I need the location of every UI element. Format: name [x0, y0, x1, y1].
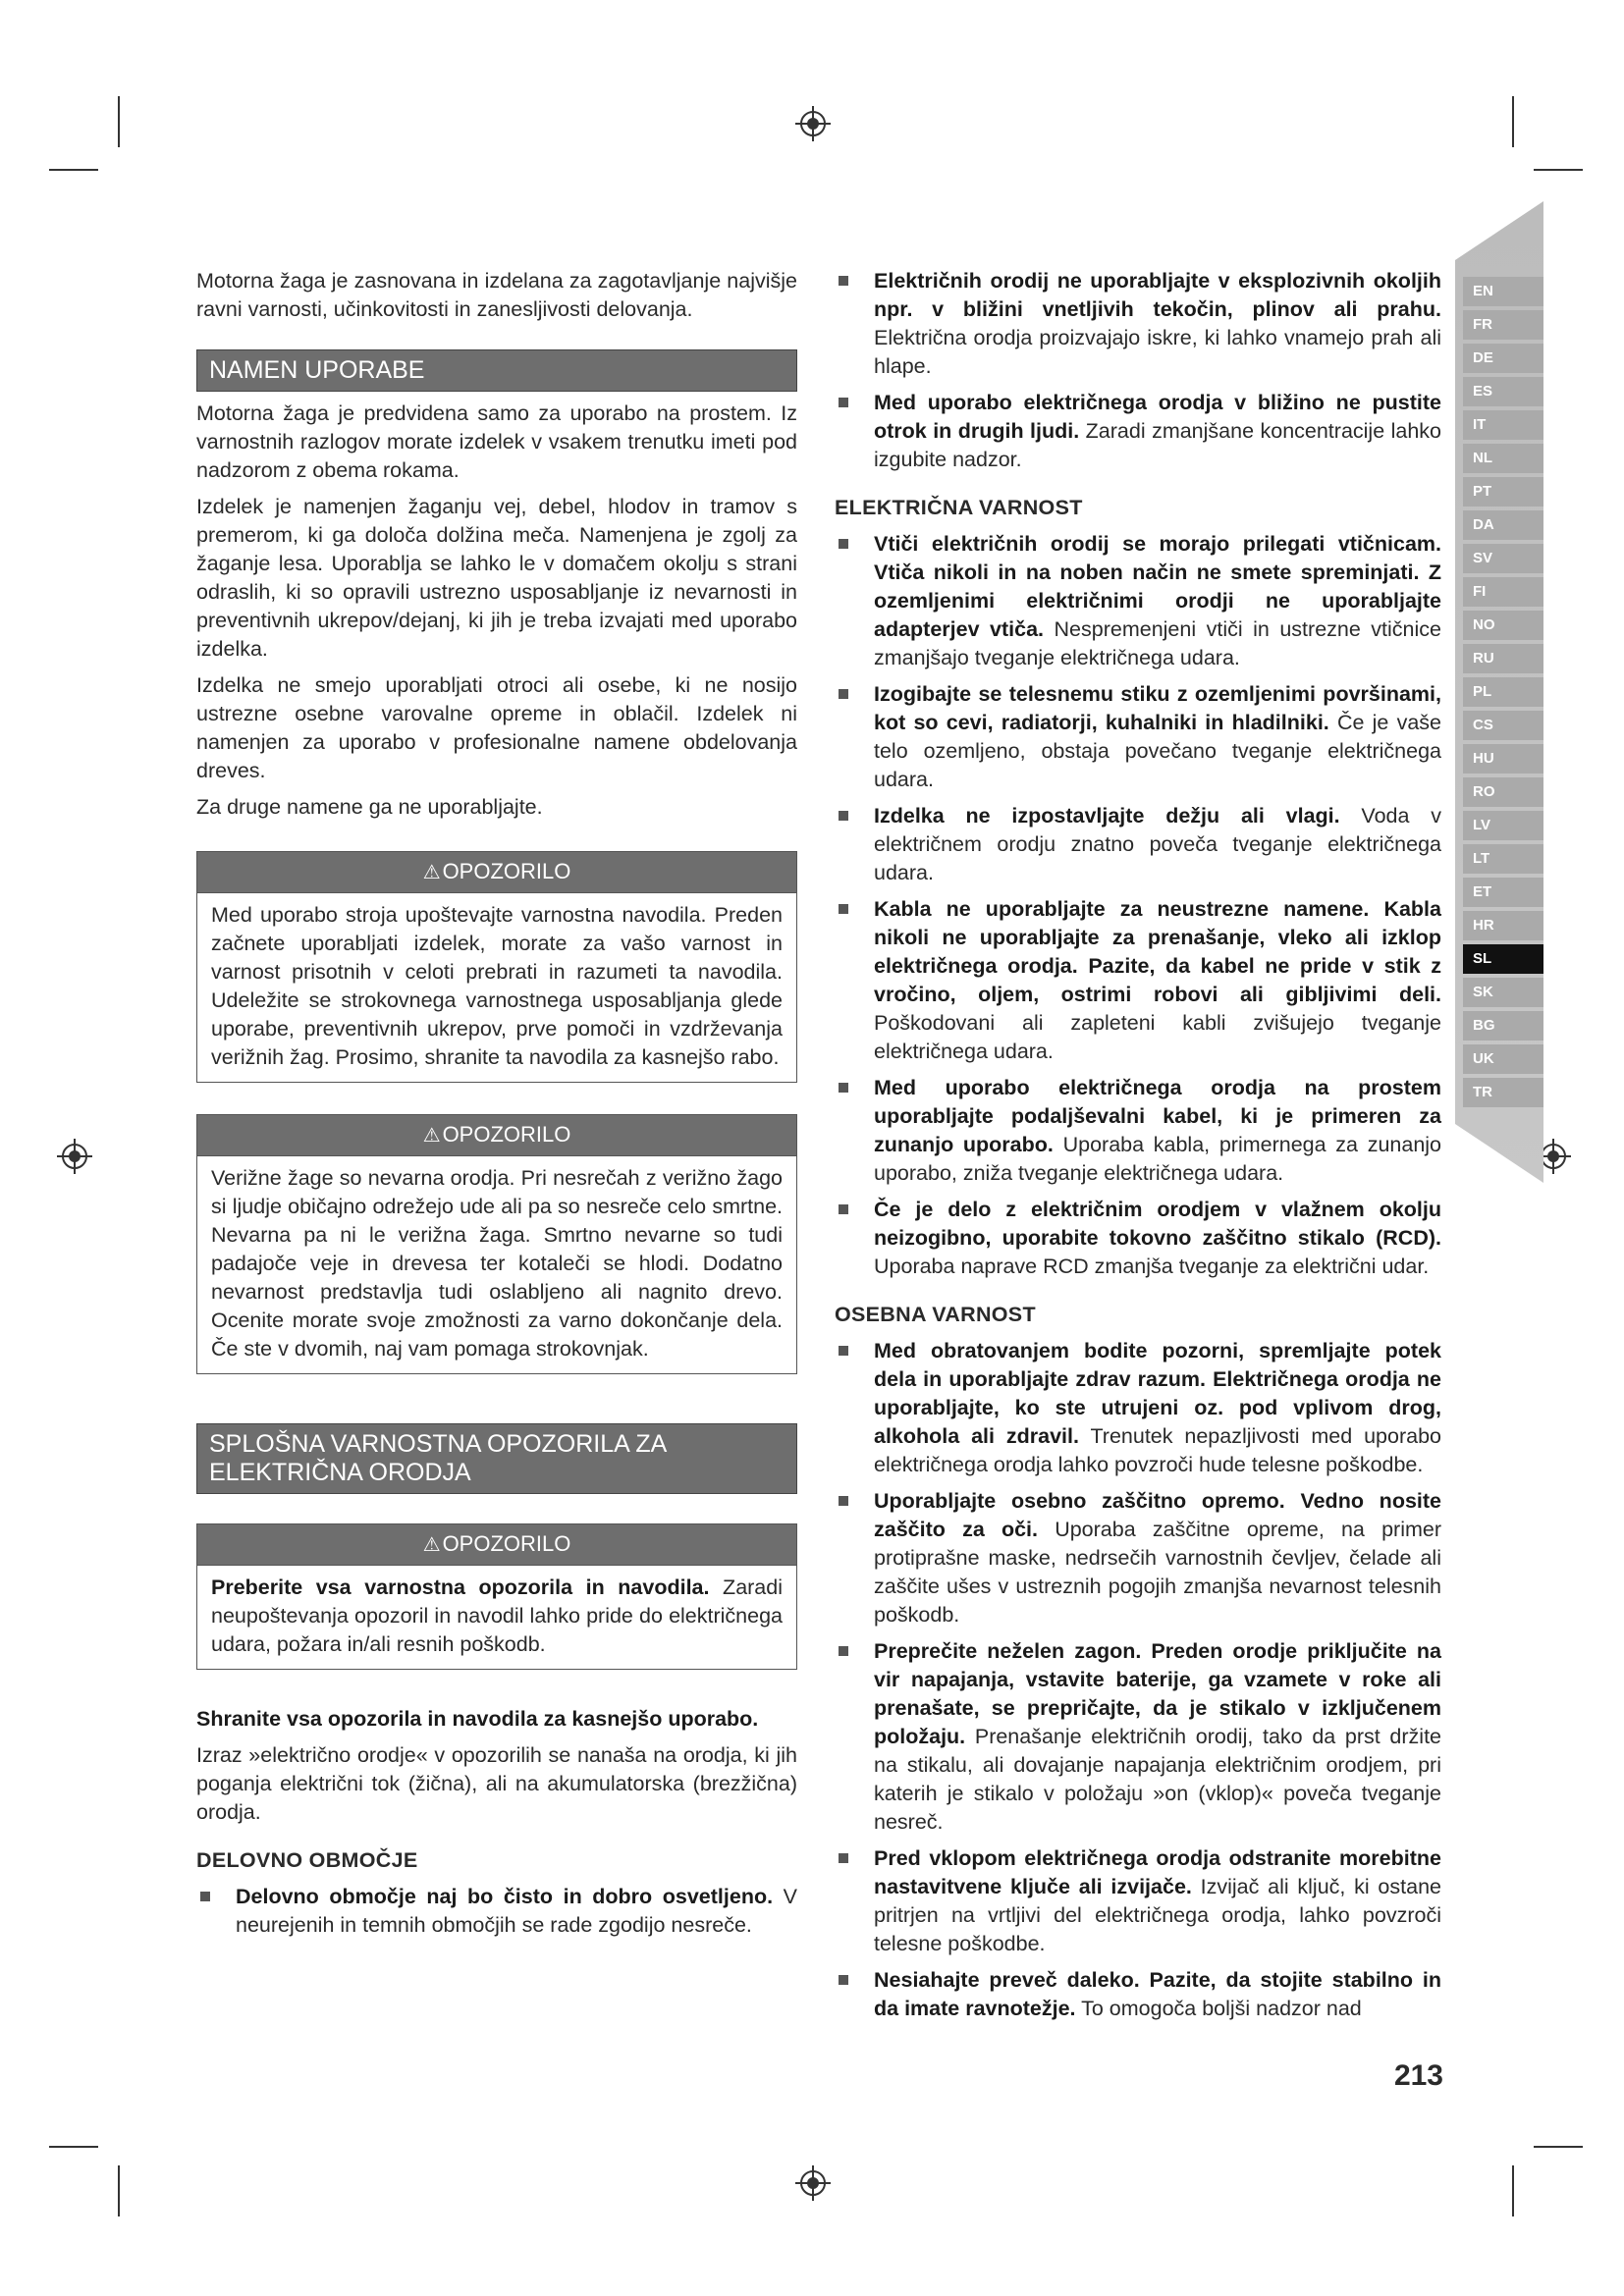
- bullet-list: [835, 530, 1441, 1281]
- bullet-icon: [839, 1083, 848, 1093]
- crop-mark: [1512, 96, 1514, 147]
- list-item: [835, 1637, 1441, 1837]
- bullet-icon: [839, 1853, 848, 1863]
- crop-mark: [118, 96, 120, 147]
- bullet-icon: [839, 1975, 848, 1985]
- intro-paragraph: Motorna žaga je zasnovana in izdelana za zagotavljanje najvišje ravni varnosti, učinkovitosti in zanesljivosti delovanja.: [196, 269, 797, 321]
- bullet-bold: Nesiahajte preveč daleko. Pazite, da stojite stabilno in da imate ravnotežje.: [874, 1968, 1441, 2020]
- list-item: [835, 680, 1441, 794]
- lang-tab-sk: SK: [1463, 978, 1543, 1007]
- bullet-icon: [839, 689, 848, 699]
- lang-tab-et: ET: [1463, 878, 1543, 907]
- left-column: [196, 267, 797, 1948]
- warning-title-text: OPOZORILO: [442, 1531, 571, 1556]
- bullet-bold: Med obratovanjem bodite pozorni, spremljajte potek dela in uporabljajte zdrav razum. Električnega orodja ne uporabljajte, ko ste utrujeni oz. pod vplivom drog, alkohola ali zdravil.: [874, 1339, 1441, 1448]
- bullet-text: To omogoča boljši nadzor nad: [1075, 1997, 1362, 2020]
- bullet-icon: [839, 1204, 848, 1214]
- section-header-splosna: SPLOŠNA VARNOSTNA OPOZORILA ZA ELEKTRIČNA ORODJA: [196, 1423, 797, 1494]
- lang-tab-sv: SV: [1463, 544, 1543, 573]
- bullet-bold: Preprečite neželen zagon. Preden orodje priključite na vir napajanja, vstavite baterije, ga vzamete v roke ali prenašate, se prepričajte, da je stikalo v izključenem položaju.: [874, 1639, 1441, 1748]
- bullet-text: Uporaba zaščitne opreme, na primer protiprašne maske, nedrsečih varnostnih čevljev, čelade ali zaščite ušes v ustreznih pogojih zmanjša nevarnost telesnih poškodb.: [874, 1518, 1441, 1627]
- list-item: [835, 389, 1441, 474]
- bullet-bold: Uporabljajte osebno zaščitno opremo. Vedno nosite zaščito za oči.: [874, 1489, 1441, 1541]
- bullet-bold: Izogibajte se telesnemu stiku z ozemljenimi površinami, kot so cevi, radiatorji, kuhalniki in hladilniki.: [874, 682, 1441, 734]
- crop-mark: [49, 169, 98, 171]
- bullet-text: Če je vaše telo ozemljeno, obstaja povečano tveganje električnega udara.: [874, 711, 1441, 791]
- crop-mark: [49, 2146, 98, 2148]
- bullet-bold: Pred vklopom električnega orodja odstranite morebitne nastavitvene ključe ali izvijače.: [874, 1846, 1441, 1898]
- bullet-text: Prenašanje električnih orodij, tako da prst držite na stikalu, ali dovajanje napajanja električnim orodjem, pri katerih je stikalo v položaju »on (vklop)« poveča tveganje nesreč.: [874, 1725, 1441, 1834]
- list-item: [835, 1074, 1441, 1188]
- bullet-text: Poškodovani ali zapleteni kabli zvišujejo tveganje električnega udara.: [874, 1011, 1441, 1063]
- registration-mark-icon: [55, 1137, 94, 1176]
- bullet-text: Trenutek nepazljivosti med uporabo električnega orodja lahko povzroči hude telesne poškodbe.: [874, 1424, 1441, 1476]
- bullet-list: [835, 1337, 1441, 2023]
- warning-text: [211, 1574, 783, 1659]
- bullet-text: Električna orodja proizvajajo iskre, ki lahko vnamejo prah ali hlape.: [874, 326, 1441, 378]
- right-column: [835, 267, 1441, 2031]
- bullet-text: V neurejenih in temnih območjih se rade zgodijo nesreče.: [236, 1885, 797, 1937]
- warning-icon: ⚠: [422, 1534, 441, 1556]
- paragraph: Izraz »električno orodje« v opozorilih se nanaša na orodja, ki jih poganja električni tok (žična), ali na akumulatorska (brezžična) orodja.: [196, 1743, 797, 1824]
- bullet-bold: Delovno območje naj bo čisto in dobro osvetljeno.: [236, 1885, 774, 1908]
- bullet-text: Izvijač ali ključ, ki ostane pritrjen na vrtljivi del električnega orodja, lahko povzroči telesne poškodbe.: [874, 1875, 1441, 1955]
- list-item: [835, 1844, 1441, 1958]
- bullet-icon: [200, 1892, 210, 1901]
- section-header-namen: NAMEN UPORABE: [196, 349, 797, 392]
- bullet-text: Zaradi zmanjšane koncentracije lahko izgubite nadzor.: [874, 419, 1442, 471]
- bullet-bold: Kabla ne uporabljajte za neustrezne namene. Kabla nikoli ne uporabljajte za prenašanje, vleko ali izklop električnega orodja. Pazite, da kabel ne pride v stik z vročino, oljem, ostrimi robovi ali gibljivimi deli.: [874, 897, 1441, 1006]
- bullet-icon: [839, 1346, 848, 1356]
- lang-tab-hu: HU: [1463, 744, 1543, 774]
- list-item: [835, 1966, 1441, 2023]
- warning-plain-text: Zaradi neupoštevanja opozoril in navodil lahko pride do električnega udara, požara in/ali resnih poškodb.: [211, 1575, 784, 1656]
- subheading-delovno: DELOVNO OBMOČJE: [196, 1848, 418, 1872]
- list-item: [835, 530, 1441, 672]
- bullet-icon: [839, 1496, 848, 1506]
- bullet-bold: Električnih orodij ne uporabljajte v eksplozivnih okoljih npr. v bližini vnetljivih tekočin, plinov ali prahu.: [874, 269, 1441, 321]
- warning-title: [197, 1524, 796, 1566]
- list-item: [835, 1196, 1441, 1281]
- lang-tab-lt: LT: [1463, 844, 1543, 874]
- warning-box: [196, 851, 797, 1083]
- lang-tab-hr: HR: [1463, 911, 1543, 940]
- lang-tab-nl: NL: [1463, 444, 1543, 473]
- lang-tab-bg: BG: [1463, 1011, 1543, 1041]
- bullet-text: Uporaba kabla, primernega za zunanjo uporabo, zniža tveganje električnega udara.: [874, 1133, 1442, 1185]
- crop-mark: [1512, 2165, 1514, 2216]
- bullet-text: Uporaba naprave RCD zmanjša tveganje za električni udar.: [874, 1255, 1430, 1278]
- paragraph: [196, 1705, 797, 1734]
- subheading-osebna: OSEBNA VARNOST: [835, 1303, 1036, 1326]
- list-item: [835, 1337, 1441, 1479]
- lang-tab-de: DE: [1463, 344, 1543, 373]
- bullet-bold: Med uporabo električnega orodja na prostem uporabljajte podaljševalni kabel, ki je primeren za zunanjo uporabo.: [874, 1076, 1441, 1156]
- bullet-icon: [839, 276, 848, 286]
- bullet-text: Nespremenjeni vtiči in ustrezne vtičnice zmanjšajo tveganje električnega udara.: [874, 617, 1441, 669]
- lang-tab-no: NO: [1463, 611, 1543, 640]
- bullet-icon: [839, 398, 848, 407]
- lang-tab-fr: FR: [1463, 310, 1543, 340]
- warning-title: [197, 852, 796, 893]
- warning-box: [196, 1114, 797, 1374]
- bullet-icon: [839, 1646, 848, 1656]
- lang-tab-da: DA: [1463, 510, 1543, 540]
- lang-tab-lv: LV: [1463, 811, 1543, 840]
- list-item: [835, 802, 1441, 887]
- crop-mark: [1534, 2146, 1583, 2148]
- lang-tab-es: ES: [1463, 377, 1543, 406]
- lang-tab-uk: UK: [1463, 1044, 1543, 1074]
- warning-title-text: OPOZORILO: [442, 859, 571, 883]
- bullet-icon: [839, 811, 848, 821]
- registration-mark-icon: [793, 2163, 833, 2203]
- paragraph: Izdelka ne smejo uporabljati otroci ali osebe, ki ne nosijo ustrezne osebne varovalne opreme in oblačil. Izdelek ni namenjen za uporabo v profesionalne namene obdelovanja dreves.: [196, 673, 797, 782]
- warning-icon: ⚠: [422, 862, 441, 883]
- bullet-bold: Vtiči električnih orodij se morajo prilegati vtičnicam. Vtiča nikoli in na noben način ne smete spreminjati. Z ozemljenimi električnimi orodji ne uporabljajte adapterjev vtiča.: [874, 532, 1441, 641]
- bullet-icon: [839, 539, 848, 549]
- warning-bold-text: Preberite vsa varnostna opozorila in navodila.: [211, 1575, 710, 1599]
- bullet-bold: Če je delo z električnim orodjem v vlažnem okolju neizogibno, uporabite tokovno zaščitno stikalo (RCD).: [874, 1198, 1441, 1250]
- list-item: [835, 1487, 1441, 1629]
- subheading-elektricna: ELEKTRIČNA VARNOST: [835, 496, 1083, 519]
- lang-tab-ru: RU: [1463, 644, 1543, 673]
- warning-text: Med uporabo stroja upoštevajte varnostna navodila. Preden začnete uporabljati izdelek, morate za vašo varnost in varnost prisotnih v celoti prebrati in razumeti ta navodila. Udeležite se strokovnega varnostnega usposabljanja glede uporabe, preventivnih ukrepov, prve pomoči in vzdrževanja verižnih žag. Prosimo, shranite ta navodila za kasnejšo rabo.: [211, 903, 783, 1069]
- list-item: [835, 267, 1441, 381]
- lang-tab-pt: PT: [1463, 477, 1543, 507]
- bullet-list: [835, 267, 1441, 474]
- warning-icon: ⚠: [422, 1125, 441, 1147]
- lang-tab-en: EN: [1463, 277, 1543, 306]
- warning-title: [197, 1115, 796, 1156]
- warning-box: [196, 1523, 797, 1670]
- bullet-bold: Med uporabo električnega orodja v bližino ne pustite otrok in drugih ljudi.: [874, 391, 1441, 443]
- bullet-bold: Izdelka ne izpostavljajte dežju ali vlagi.: [874, 804, 1340, 828]
- lang-tab-fi: FI: [1463, 577, 1543, 607]
- registration-mark-icon: [793, 104, 833, 143]
- warning-title-text: OPOZORILO: [442, 1122, 571, 1147]
- lang-tab-cs: CS: [1463, 711, 1543, 740]
- paragraph: Izdelek je namenjen žaganju vej, debel, hlodov in tramov s premerom, ki ga določa dolžina meča. Namenjena je zgolj za žaganje lesa. Uporablja se lahko le v domačem okolju s strani odraslih, ki so opravili ustrezno usposabljanje iz nevarnosti in preventivnih ukrepov/dejanj, ki jih je treba izvajati med uporabo izdelka.: [196, 495, 797, 661]
- list-item: [196, 1883, 797, 1940]
- crop-mark: [1534, 169, 1583, 171]
- page-number: 213: [1393, 2059, 1443, 2092]
- lang-tab-pl: PL: [1463, 677, 1543, 707]
- crop-mark: [118, 2165, 120, 2216]
- paragraph: Motorna žaga je predvidena samo za uporabo na prostem. Iz varnostnih razlogov morate izdelek v vsakem trenutku imeti pod nadzorom z obema rokama.: [196, 401, 797, 482]
- bullet-icon: [839, 904, 848, 914]
- lang-tab-tr: TR: [1463, 1078, 1543, 1107]
- bullet-text: Voda v električnem orodju znatno poveča tveganje električnega udara.: [874, 804, 1441, 884]
- lang-tab-sl: SL: [1463, 944, 1543, 974]
- lang-tab-ro: RO: [1463, 777, 1543, 807]
- bullet-list: [196, 1883, 797, 1940]
- language-tab-list: [1463, 277, 1543, 1111]
- list-item: [835, 895, 1441, 1066]
- warning-text: Verižne žage so nevarna orodja. Pri nesrečah z verižno žago si ljudje običajno odrežejo ude ali pa so nesreče celo smrtne. Nevarna pa ni le verižna žaga. Smrtno nevarne so tudi padajoče veje in drevesa ter kotaleči se hlodi. Dodatno nevarnost predstavlja tudi oslabljeno ali nagnito drevo. Ocenite morate svoje zmožnosti za varno dokončanje dela. Če ste v dvomih, naj vam pomaga strokovnjak.: [211, 1166, 783, 1361]
- lang-tab-it: IT: [1463, 410, 1543, 440]
- bold-statement: Shranite vsa opozorila in navodila za kasnejšo uporabo.: [196, 1707, 759, 1731]
- paragraph: Za druge namene ga ne uporabljajte.: [196, 795, 543, 819]
